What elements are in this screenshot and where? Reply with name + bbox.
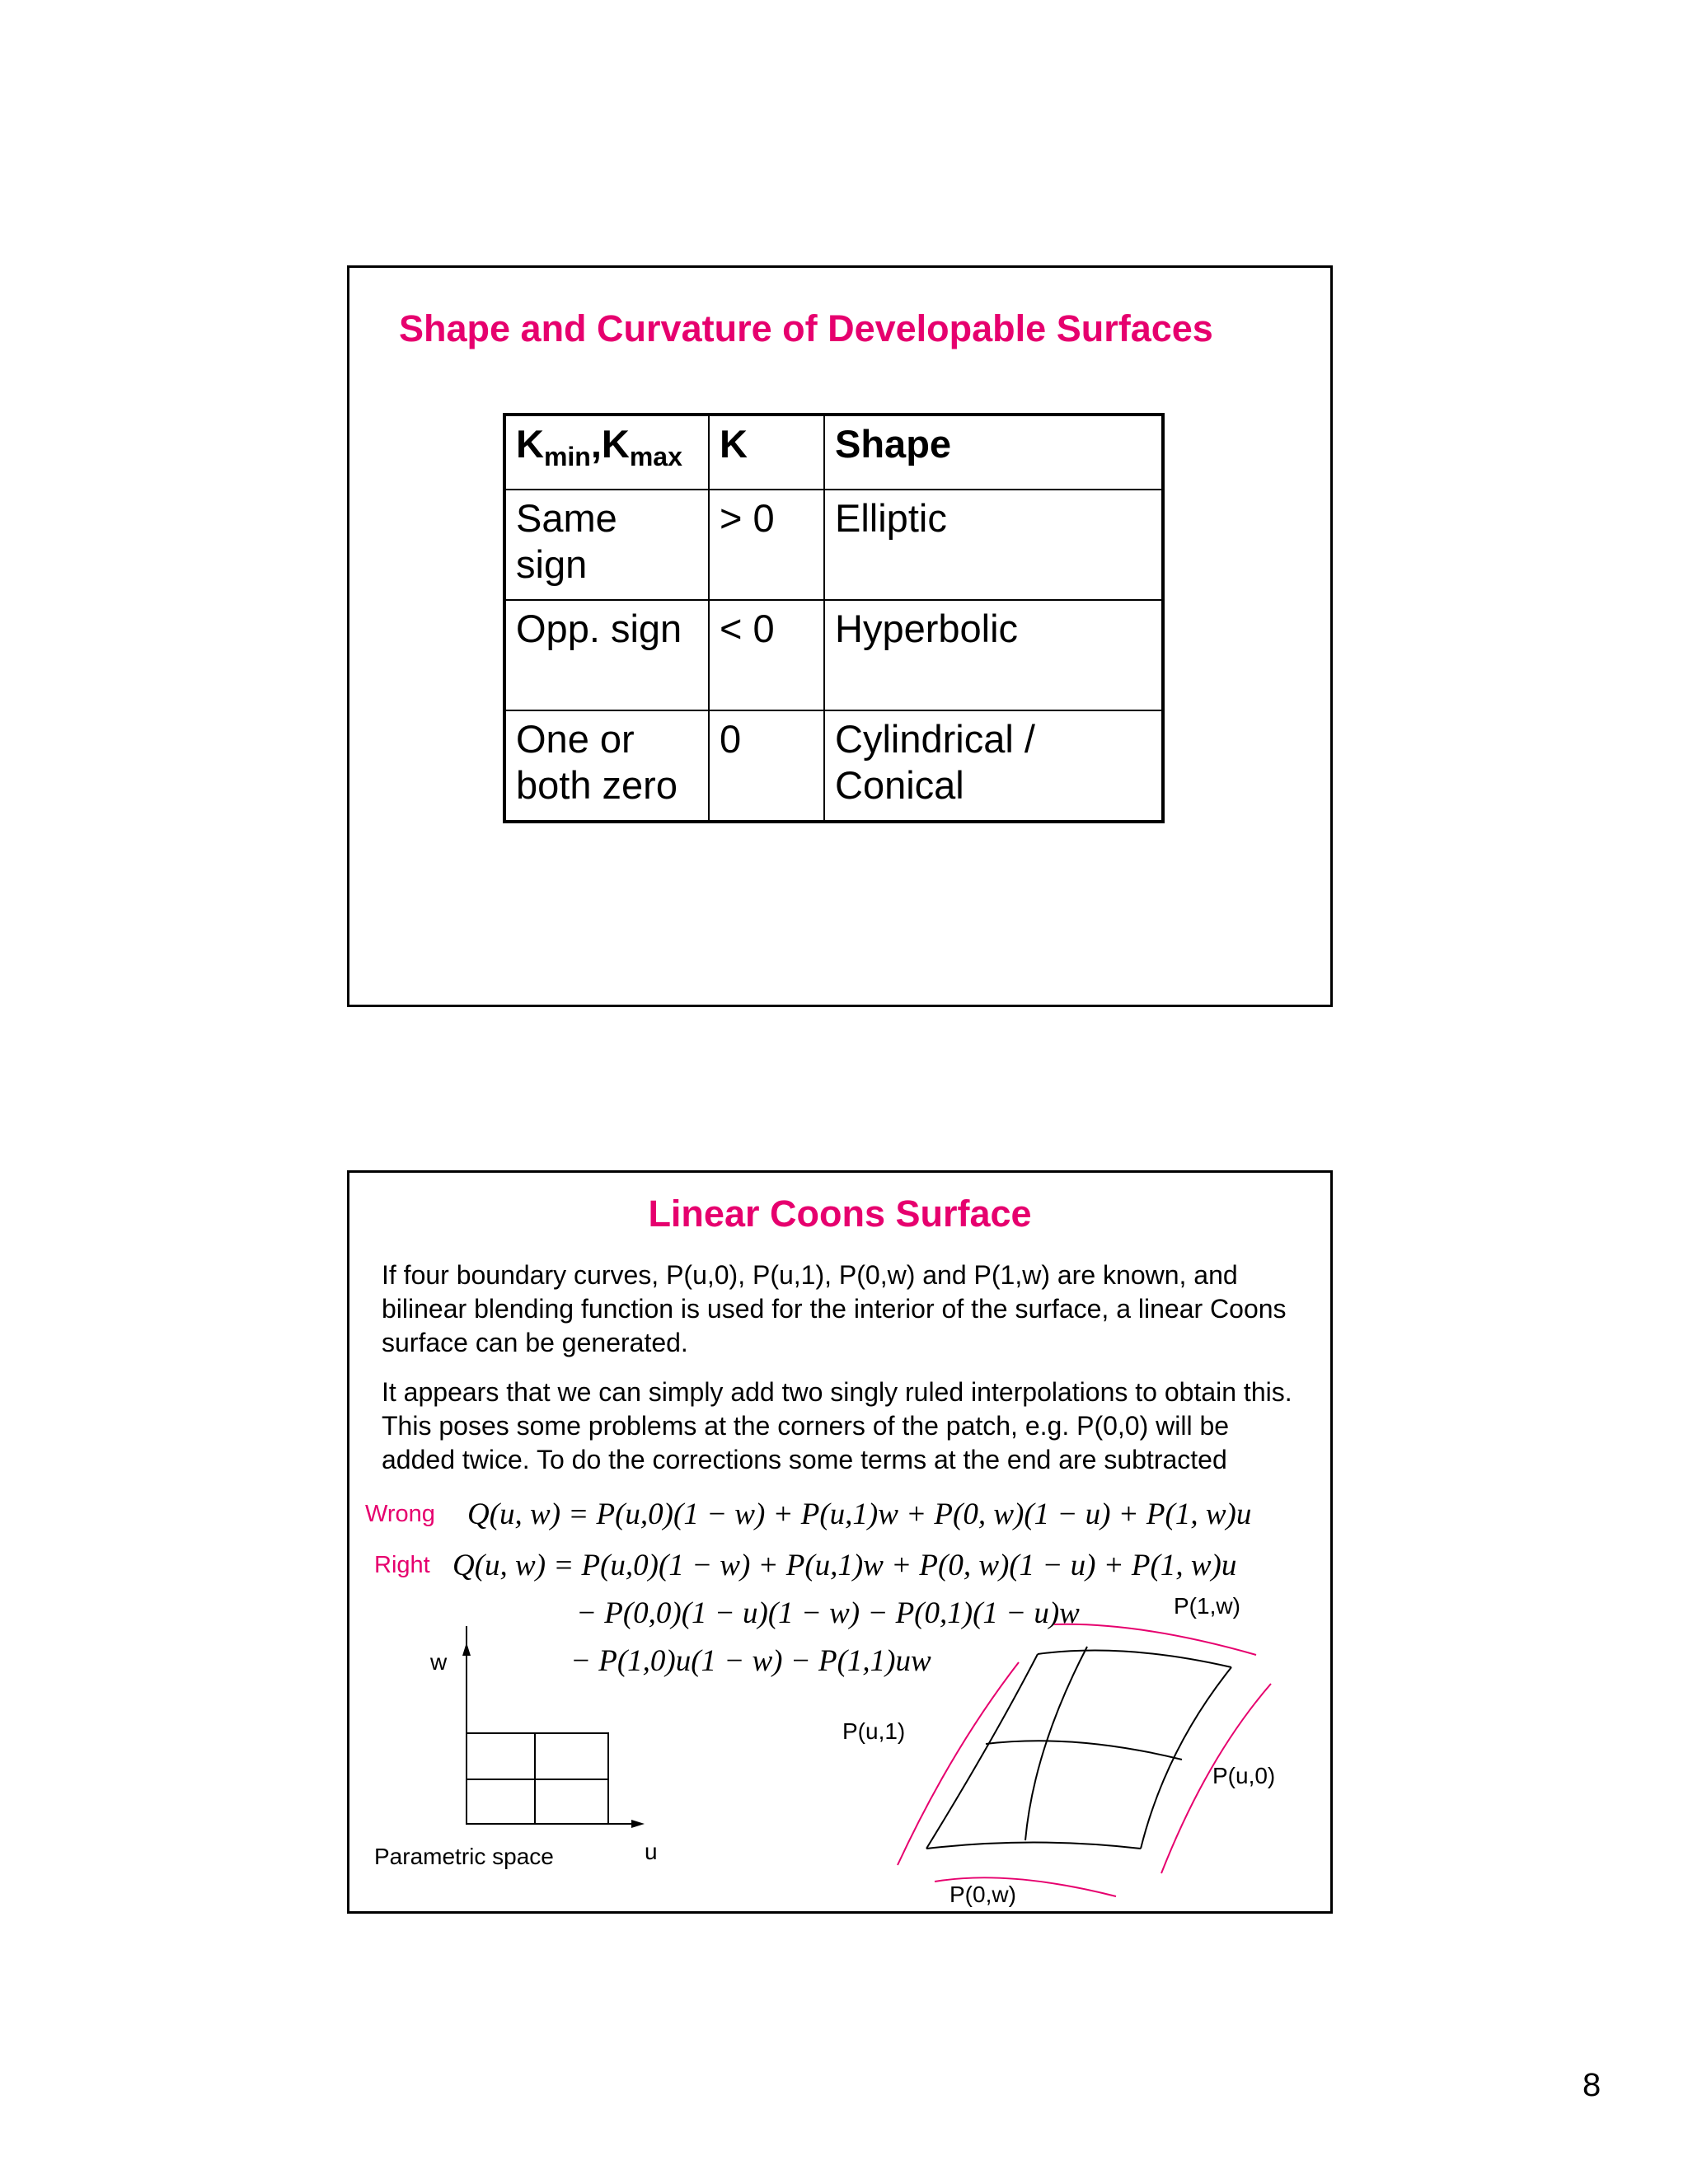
label-p1w: P(1,w) [1174, 1593, 1240, 1619]
curvature-table [503, 413, 1165, 823]
label-pu0: P(u,0) [1212, 1763, 1276, 1788]
header-kmin-kmax: $K_{min},K_{max}$ [504, 415, 709, 490]
header-k: K [709, 415, 824, 490]
u-axis-label: u [645, 1839, 658, 1864]
equation-right: Q(u, w) = P(u,0)(1 − w) + P(u,1)w + P(0, w)(1 − u) + P(1, w)u [452, 1549, 1237, 1582]
table-cell: Same sign [504, 490, 709, 600]
paragraph-correction: It appears that we can simply add two singly ruled interpolations to obtain this. This poses some problems at the corners of the patch, e.g. P(0,0) will be added twice. To do the corrections some terms at the end are subtracted [382, 1377, 1292, 1474]
label-pu1: P(u,1) [842, 1718, 906, 1744]
header-shape: Shape [824, 415, 1163, 490]
parametric-space-caption: Parametric space [374, 1844, 554, 1869]
table-cell: Elliptic [824, 490, 1163, 600]
table-cell: Hyperbolic [824, 600, 1163, 710]
table-row [504, 600, 1163, 710]
wrong-label: Wrong [365, 1501, 435, 1527]
page-number: 8 [1582, 2067, 1601, 2103]
table-cell: < 0 [709, 600, 824, 710]
table-cell: One or both zero [504, 710, 709, 822]
paragraph-intro: If four boundary curves, P(u,0), P(u,1), P(0,w) and P(1,w) are known, and bilinear blending function is used for the interior of the surface, a linear Coons surface can be generated. [382, 1260, 1287, 1357]
slide-linear-coons [347, 1170, 1333, 1914]
equation-right-line3: − P(1,0)u(1 − w) − P(1,1)uw [570, 1644, 931, 1678]
slide-title: Shape and Curvature of Developable Surfaces [399, 307, 1213, 349]
table-cell: Opp. sign [504, 600, 709, 710]
slide-curvature [347, 265, 1333, 1007]
table-cell: 0 [709, 710, 824, 822]
table-row [504, 490, 1163, 600]
parametric-space-diagram [349, 1173, 1330, 1911]
w-axis-label: w [430, 1649, 448, 1675]
slide-title: Linear Coons Surface [648, 1193, 1032, 1235]
label-p0w: P(0,w) [950, 1882, 1016, 1907]
table-cell: Cylindrical / Conical [824, 710, 1163, 822]
right-label: Right [374, 1552, 430, 1578]
table-cell: > 0 [709, 490, 824, 600]
boundary-curves [898, 1624, 1271, 1896]
table-header-row [504, 415, 1163, 490]
w-axis-arrow-icon [462, 1643, 471, 1656]
u-axis-arrow-icon [631, 1820, 645, 1828]
table-row [504, 710, 1163, 822]
equation-wrong: Q(u, w) = P(u,0)(1 − w) + P(u,1)w + P(0, w)(1 − u) + P(1, w)u [467, 1497, 1252, 1531]
equation-right-line2: − P(0,0)(1 − u)(1 − w) − P(0,1)(1 − u)w [576, 1596, 1080, 1630]
